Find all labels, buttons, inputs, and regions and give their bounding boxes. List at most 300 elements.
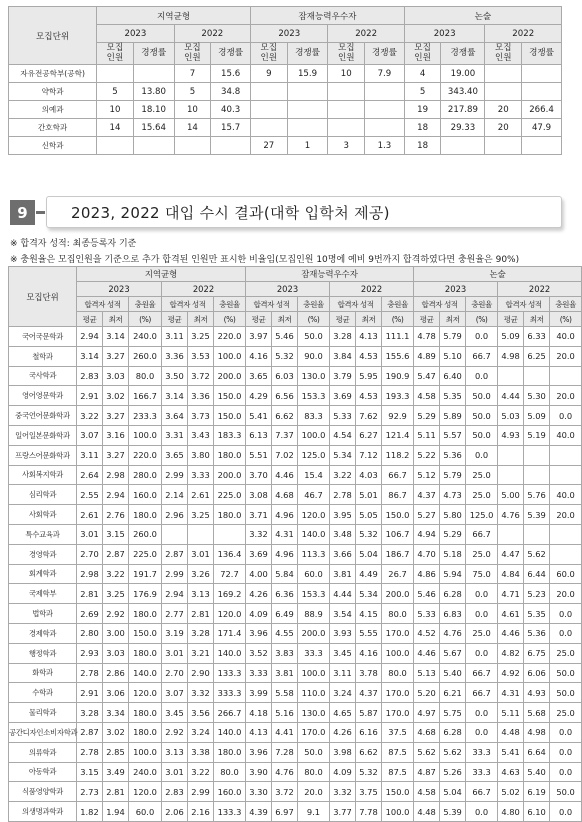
table-cell: 4.61 (498, 604, 524, 624)
table-cell: 150.0 (382, 505, 414, 525)
table-cell: 5.13 (414, 663, 440, 683)
table-cell: 4.48 (414, 802, 440, 822)
table-cell: 2.92 (162, 722, 188, 742)
table-cell: 191.7 (129, 564, 162, 584)
table-cell: 2.78 (77, 663, 103, 683)
table-cell: 140.0 (214, 643, 246, 663)
unit-header: 모집단위 (9, 7, 97, 65)
table-cell: 260.0 (129, 346, 162, 366)
fill-rate-unit: (%) (298, 312, 330, 327)
table-cell: 3.99 (246, 683, 272, 703)
table-cell (498, 465, 524, 485)
table-cell (133, 137, 174, 155)
table-cell: 3.21 (188, 643, 214, 663)
table-cell: 5.58 (272, 683, 298, 703)
table-cell: 2.91 (77, 683, 103, 703)
table-cell: 4.80 (498, 802, 524, 822)
table-cell: 3.64 (162, 406, 188, 426)
table-row (9, 366, 582, 386)
table-cell: 4.58 (414, 782, 440, 802)
table-row (9, 119, 562, 137)
table-cell: 2.96 (162, 505, 188, 525)
table-cell: 4.18 (246, 703, 272, 723)
table-cell: 66.7 (466, 782, 498, 802)
table-cell: 47.9 (522, 119, 562, 137)
table-row (9, 703, 582, 723)
table-cell: 25.0 (466, 623, 498, 643)
table-cell: 5.67 (440, 643, 466, 663)
table-cell (174, 137, 211, 155)
table-cell (133, 65, 174, 83)
table-cell: 121.4 (382, 425, 414, 445)
competition-rate-header: 경쟁률 (133, 43, 174, 65)
table-cell: 111.1 (382, 327, 414, 347)
table-cell: 3.16 (103, 425, 129, 445)
recruit-count-header: 모집 인원 (485, 43, 522, 65)
table-cell: 6.16 (356, 722, 382, 742)
competition-rate-header: 경쟁률 (441, 43, 485, 65)
table-cell: 2.93 (77, 643, 103, 663)
average-header: 평균 (414, 312, 440, 327)
table-cell: 2.64 (77, 465, 103, 485)
table-cell: 2.98 (103, 465, 129, 485)
table-cell (498, 524, 524, 544)
table-cell (524, 366, 550, 386)
table-row (9, 327, 582, 347)
table-cell: 3.34 (103, 703, 129, 723)
table-cell: 6.83 (440, 604, 466, 624)
unit-name: 특수교육과 (9, 524, 77, 544)
table-cell: 3.66 (330, 544, 356, 564)
table-cell: 200.0 (214, 465, 246, 485)
table-cell: 240.0 (129, 762, 162, 782)
table-cell: 3.84 (330, 346, 356, 366)
table-cell: 240.0 (129, 327, 162, 347)
table-cell: 60.0 (550, 564, 582, 584)
table-cell: 7.02 (272, 445, 298, 465)
table-cell (251, 101, 288, 119)
table-cell: 5 (97, 83, 134, 101)
score-header: 합격자 성적 (414, 297, 466, 312)
table-cell: 2.77 (162, 604, 188, 624)
average-header: 평균 (246, 312, 272, 327)
minimum-header: 최저 (188, 312, 214, 327)
table-cell: 170.0 (382, 683, 414, 703)
table-cell: 4.58 (414, 386, 440, 406)
minimum-header: 최저 (272, 312, 298, 327)
competition-rate-header: 경쟁률 (365, 43, 405, 65)
table-cell: 3 (328, 137, 365, 155)
table-row (9, 564, 582, 584)
table-cell: 1.94 (103, 802, 129, 822)
group-header: 지역균형 (77, 267, 246, 282)
table-cell: 27 (251, 137, 288, 155)
year-header: 2023 (77, 282, 162, 297)
table-cell: 155.6 (382, 346, 414, 366)
table-cell: 25.0 (466, 544, 498, 564)
table-cell: 60.0 (129, 802, 162, 822)
table-cell: 14 (174, 119, 211, 137)
table-cell: 4.44 (498, 386, 524, 406)
table-row (9, 425, 582, 445)
table-cell: 66.7 (466, 683, 498, 703)
table-cell: 0.0 (466, 703, 498, 723)
table-cell: 0.0 (550, 623, 582, 643)
table-cell: 19.00 (441, 65, 485, 83)
group-header: 논술 (404, 7, 561, 25)
table-cell: 6.21 (440, 683, 466, 703)
table-cell: 40.3 (211, 101, 251, 119)
score-header: 합격자 성적 (77, 297, 129, 312)
table-cell: 3.50 (162, 366, 188, 386)
table-cell: 6.62 (356, 742, 382, 762)
table-cell: 5.19 (524, 425, 550, 445)
score-header: 합격자 성적 (246, 297, 298, 312)
table-cell: 2.76 (103, 505, 129, 525)
table-cell: 3.25 (103, 584, 129, 604)
table-cell: 100.0 (129, 742, 162, 762)
table-cell: 6.28 (440, 584, 466, 604)
score-header: 합격자 성적 (498, 297, 550, 312)
table-cell: 3.01 (77, 524, 103, 544)
table-cell: 3.28 (188, 623, 214, 643)
table-cell: 180.0 (214, 742, 246, 762)
table-cell: 3.27 (103, 406, 129, 426)
table-cell: 266.7 (214, 703, 246, 723)
table-cell: 5.51 (246, 445, 272, 465)
table-cell: 80.0 (214, 762, 246, 782)
table-cell: 2.81 (103, 782, 129, 802)
table-cell: 4.54 (330, 425, 356, 445)
table-cell: 3.75 (356, 782, 382, 802)
table-cell: 7.78 (356, 802, 382, 822)
fill-rate-header: 충원율 (550, 297, 582, 312)
table-cell: 25.0 (550, 643, 582, 663)
table-cell: 3.33 (246, 663, 272, 683)
table-cell (498, 366, 524, 386)
table-cell: 4.73 (440, 485, 466, 505)
table-cell: 4.31 (498, 683, 524, 703)
table-cell: 5 (404, 83, 441, 101)
table-cell: 3.36 (188, 386, 214, 406)
table-cell: 5.35 (440, 386, 466, 406)
table-cell: 5.32 (356, 524, 382, 544)
table-cell: 4.26 (246, 584, 272, 604)
table-cell: 3.71 (246, 505, 272, 525)
year-header: 2022 (328, 25, 404, 43)
table-cell: 80.0 (382, 663, 414, 683)
table-cell: 2.16 (188, 802, 214, 822)
table-cell: 20.0 (550, 346, 582, 366)
table-cell: 7.12 (356, 445, 382, 465)
table-cell: 5.87 (356, 703, 382, 723)
table-row (9, 137, 562, 155)
table-cell: 169.2 (214, 584, 246, 604)
table-row (9, 406, 582, 426)
unit-name: 행정학과 (9, 643, 77, 663)
table-cell: 2.83 (77, 366, 103, 386)
table-cell (485, 83, 522, 101)
table-cell: 33.3 (298, 643, 330, 663)
table-cell: 4.71 (498, 584, 524, 604)
table-cell: 4.97 (414, 703, 440, 723)
table-cell: 3.08 (246, 485, 272, 505)
table-cell: 110.0 (298, 683, 330, 703)
table-cell (97, 65, 134, 83)
table-cell: 153.3 (298, 386, 330, 406)
table-cell: 4.78 (414, 327, 440, 347)
table-cell (97, 137, 134, 155)
table-cell: 3.48 (330, 524, 356, 544)
table-cell: 6.44 (524, 564, 550, 584)
table-cell: 25.0 (466, 485, 498, 505)
table-cell: 4.55 (272, 623, 298, 643)
table-cell: 2.06 (162, 802, 188, 822)
table-cell: 160.0 (214, 782, 246, 802)
table-cell: 7.28 (272, 742, 298, 762)
table-cell: 200.0 (298, 623, 330, 643)
table-cell: 4.52 (414, 623, 440, 643)
table-cell: 1 (287, 137, 328, 155)
table-cell: 5.32 (356, 762, 382, 782)
unit-name: 아동학과 (9, 762, 77, 782)
table-cell: 2.70 (162, 663, 188, 683)
table-cell: 180.0 (129, 604, 162, 624)
table-cell: 6.36 (272, 584, 298, 604)
table-cell: 3.32 (188, 683, 214, 703)
table-cell: 4.82 (498, 643, 524, 663)
table-cell: 0.0 (550, 604, 582, 624)
table-cell: 40.0 (550, 485, 582, 505)
table-cell: 5.41 (246, 406, 272, 426)
table-cell: 3.02 (103, 722, 129, 742)
table-cell: 3.15 (77, 762, 103, 782)
table-cell: 0.0 (550, 742, 582, 762)
table-cell: 3.22 (77, 406, 103, 426)
recruit-count-header: 모집 인원 (97, 43, 134, 65)
table-cell: 15.4 (298, 465, 330, 485)
table-cell: 100.0 (298, 425, 330, 445)
table-row (9, 683, 582, 703)
table-cell: 33.3 (466, 762, 498, 782)
table-cell: 3.01 (188, 544, 214, 564)
table-cell: 4.84 (498, 564, 524, 584)
table-cell: 170.0 (382, 703, 414, 723)
table-cell: 3.15 (103, 524, 129, 544)
table-cell: 87.5 (382, 762, 414, 782)
table-cell: 3.78 (356, 663, 382, 683)
table-cell: 5.23 (524, 584, 550, 604)
table-row (9, 663, 582, 683)
table-cell: 5.11 (414, 425, 440, 445)
table-row (9, 544, 582, 564)
table-cell: 186.7 (382, 544, 414, 564)
table-cell: 6.28 (440, 722, 466, 742)
table-cell: 6.25 (524, 346, 550, 366)
table-cell: 100.0 (382, 643, 414, 663)
table-cell: 3.06 (103, 683, 129, 703)
table-cell: 4.92 (498, 663, 524, 683)
table-cell: 1.82 (77, 802, 103, 822)
table-cell: 3.07 (77, 425, 103, 445)
unit-name: 법학과 (9, 604, 77, 624)
table-row (9, 762, 582, 782)
table-cell: 217.89 (441, 101, 485, 119)
minimum-header: 최저 (440, 312, 466, 327)
table-cell: 5.29 (440, 524, 466, 544)
table-cell: 3.28 (330, 327, 356, 347)
table-cell (211, 137, 251, 155)
fill-rate-header: 충원율 (129, 297, 162, 312)
score-header: 합격자 성적 (162, 297, 214, 312)
table-cell: 5.34 (356, 584, 382, 604)
table-cell: 2.80 (77, 623, 103, 643)
table-cell: 2.94 (77, 327, 103, 347)
unit-name: 물리학과 (9, 703, 77, 723)
table-cell: 66.7 (466, 346, 498, 366)
unit-name: 화학과 (9, 663, 77, 683)
table-row (9, 584, 582, 604)
unit-name: 의류학과 (9, 742, 77, 762)
table-cell: 9.1 (298, 802, 330, 822)
competition-rate-header: 경쟁률 (211, 43, 251, 65)
table-cell: 4.86 (414, 564, 440, 584)
table-cell: 6.56 (272, 386, 298, 406)
table-cell: 25.0 (466, 465, 498, 485)
table-row (9, 623, 582, 643)
table-cell (524, 445, 550, 465)
average-header: 평균 (162, 312, 188, 327)
table-cell: 3.14 (77, 346, 103, 366)
table-cell: 3.19 (162, 623, 188, 643)
table-cell: 136.4 (214, 544, 246, 564)
table-cell: 5.84 (272, 564, 298, 584)
table-cell (485, 65, 522, 83)
table-cell: 3.70 (246, 465, 272, 485)
table-cell: 5.68 (524, 703, 550, 723)
group-header: 잠재능력우수자 (251, 7, 405, 25)
table-cell: 0.0 (466, 643, 498, 663)
table-cell: 5.46 (414, 584, 440, 604)
table-row (9, 65, 562, 83)
recruit-count-header: 모집 인원 (404, 43, 441, 65)
table-cell: 225.0 (129, 544, 162, 564)
table-cell: 0.0 (466, 802, 498, 822)
admission-results-table (8, 266, 582, 822)
table-cell: 6.97 (272, 802, 298, 822)
table-cell: 4.44 (330, 584, 356, 604)
table-cell: 0.0 (466, 327, 498, 347)
table-cell: 3.56 (188, 703, 214, 723)
table-cell: 140.0 (129, 663, 162, 683)
table-cell: 6.19 (524, 782, 550, 802)
table-cell: 3.11 (77, 445, 103, 465)
table-cell: 3.25 (188, 327, 214, 347)
table-cell: 225.0 (214, 485, 246, 505)
table-cell: 343.40 (441, 83, 485, 101)
recruit-count-header: 모집 인원 (251, 43, 288, 65)
table-cell: 40.0 (550, 327, 582, 347)
table-cell: 5.40 (440, 663, 466, 683)
table-cell: 4.87 (414, 762, 440, 782)
table-cell: 5.35 (524, 604, 550, 624)
table-cell: 5.62 (414, 742, 440, 762)
fill-rate-unit: (%) (466, 312, 498, 327)
table-cell: 190.9 (382, 366, 414, 386)
table-cell: 3.14 (103, 327, 129, 347)
table-cell: 4.49 (356, 564, 382, 584)
table-cell: 6.03 (272, 366, 298, 386)
table-cell: 4.13 (356, 327, 382, 347)
table-cell: 4.48 (498, 722, 524, 742)
table-cell: 2.94 (162, 584, 188, 604)
table-cell: 5.09 (498, 327, 524, 347)
table-row (9, 524, 582, 544)
table-cell: 3.43 (188, 425, 214, 445)
table-cell: 120.0 (298, 505, 330, 525)
table-cell: 7 (174, 65, 211, 83)
table-cell: 2.99 (162, 564, 188, 584)
table-cell: 180.0 (129, 722, 162, 742)
table-cell: 25.0 (550, 703, 582, 723)
table-cell: 80.0 (382, 604, 414, 624)
table-cell: 5.36 (440, 445, 466, 465)
table-cell: 150.0 (382, 782, 414, 802)
table-cell: 6.33 (524, 327, 550, 347)
table-cell: 2.70 (77, 544, 103, 564)
table-cell: 220.0 (214, 327, 246, 347)
table-row (9, 346, 582, 366)
table-cell: 3.72 (272, 782, 298, 802)
table-cell: 83.3 (298, 406, 330, 426)
section-heading (8, 196, 562, 230)
table-cell: 3.79 (330, 366, 356, 386)
table-cell: 6.06 (524, 663, 550, 683)
table-cell: 4.98 (524, 722, 550, 742)
table-cell: 3.27 (103, 346, 129, 366)
table-cell: 3.80 (188, 445, 214, 465)
table-cell: 3.01 (162, 762, 188, 782)
table-cell (522, 83, 562, 101)
table-cell: 3.02 (103, 386, 129, 406)
table-cell: 3.93 (330, 623, 356, 643)
minimum-header: 최저 (524, 312, 550, 327)
table-cell: 50.0 (550, 683, 582, 703)
table-cell: 180.0 (129, 703, 162, 723)
table-cell: 3.28 (77, 703, 103, 723)
table-cell: 5.11 (498, 703, 524, 723)
table-cell (287, 119, 328, 137)
unit-name: 프랑스어문화학과 (9, 445, 77, 465)
year-header: 2023 (404, 25, 485, 43)
table-cell: 3.90 (246, 762, 272, 782)
table-cell: 72.7 (214, 564, 246, 584)
table-cell: 3.97 (246, 327, 272, 347)
table-cell: 50.0 (298, 327, 330, 347)
competition-rate-header: 경쟁률 (287, 43, 328, 65)
table-cell: 20.0 (298, 782, 330, 802)
table-cell: 4.46 (414, 643, 440, 663)
table-cell: 106.7 (382, 524, 414, 544)
table-cell: 86.7 (382, 485, 414, 505)
table-cell: 4.93 (498, 425, 524, 445)
unit-name: 영어영문학과 (9, 386, 77, 406)
table-cell (365, 119, 405, 137)
table-cell: 2.78 (330, 485, 356, 505)
unit-name: 사회학과 (9, 505, 77, 525)
fill-rate-header: 충원율 (466, 297, 498, 312)
unit-name: 경제학과 (9, 623, 77, 643)
